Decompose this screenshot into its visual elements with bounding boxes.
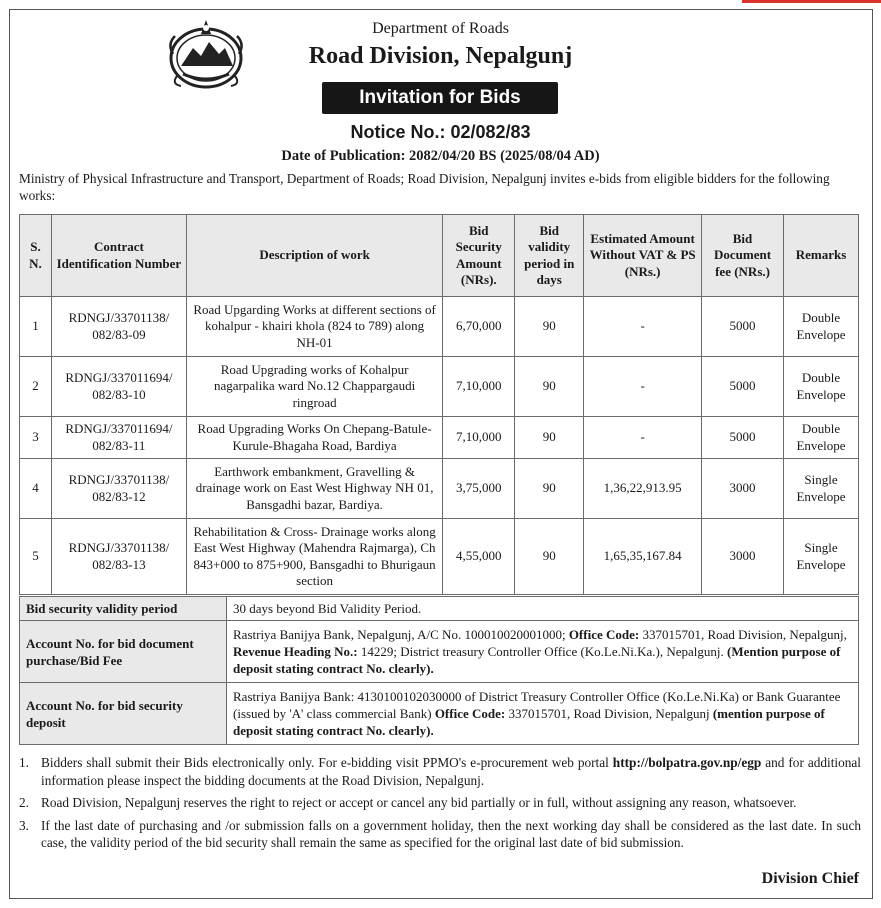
cell-description: Rehabilitation & Cross- Drainage works along East West Highway (Mahendra Rajmarga), Ch 843+000 to 875+900, Bansgadhi to Bhurigaun section <box>186 519 442 595</box>
list-item <box>19 817 861 852</box>
cell-validity: 90 <box>515 459 584 519</box>
sec-account-mention: (mention purpose of deposit stating contract No. clearly). <box>233 706 825 738</box>
sec-account-office-code-label: Office Code: <box>434 706 506 721</box>
note-text-part: Bidders shall submit their Bids electronically only. For e-bidding visit PPMO's e-procurement web portal <box>41 755 613 770</box>
cell-description: Road Upgrading Works On Chepang-Batule-Kurule-Bhagaha Road, Bardiya <box>186 417 442 459</box>
cell-sn: 4 <box>20 459 52 519</box>
cell-doc-fee: 5000 <box>702 357 784 417</box>
validity-label: Bid security validity period <box>20 597 227 621</box>
sec-account-text-2: 337015701, Road Division, Nepalgunj <box>505 706 713 721</box>
cell-sn: 5 <box>20 519 52 595</box>
cell-validity: 90 <box>515 357 584 417</box>
signature: Division Chief <box>761 870 859 887</box>
egp-link[interactable]: http://bolpatra.gov.np/egp <box>612 755 762 770</box>
cell-validity: 90 <box>515 519 584 595</box>
cell-contract-id: RDNGJ/33701138/ 082/83-12 <box>51 459 186 519</box>
account-info-table <box>19 596 859 745</box>
cell-bid-security: 4,55,000 <box>443 519 515 595</box>
cell-bid-security: 3,75,000 <box>443 459 515 519</box>
table-row <box>20 417 859 459</box>
sec-account-text-1: Rastriya Banijya Bank: 4130100102030000 of District Treasury Controller Office (Ko.Le.Ni.Ka) or Bank Guarantee (issued by 'A' class commercial Bank) <box>233 689 841 721</box>
doc-account-text-1: Rastriya Banijya Bank, Nepalgunj, A/C No. 100010020001000; <box>233 627 569 642</box>
header-estimated: Estimated Amount Without VAT & PS (NRs.) <box>584 215 702 297</box>
header-contract-id: Contract Identification Number <box>51 215 186 297</box>
cell-estimated: - <box>584 417 702 459</box>
header-description: Description of work <box>186 215 442 297</box>
note-text <box>41 754 861 789</box>
table-row <box>20 459 859 519</box>
doc-account-revenue-label: Revenue Heading No.: <box>233 644 358 659</box>
cell-sn: 2 <box>20 357 52 417</box>
notes-list <box>19 754 861 857</box>
list-item <box>19 794 861 812</box>
validity-row <box>20 597 859 621</box>
department-title: Department of Roads <box>372 20 509 37</box>
doc-account-row <box>20 621 859 683</box>
cell-contract-id: RDNGJ/337011694/ 082/83-11 <box>51 417 186 459</box>
note-text: If the last date of purchasing and /or submission falls on a government holiday, then the next working day shall be considered as the last date. In such case, the validity period of the bid security shall remain the same as specified for the original last date of bid submission. <box>41 817 861 850</box>
cell-remarks: Single Envelope <box>784 519 859 595</box>
cell-contract-id: RDNGJ/33701138/ 082/83-09 <box>51 297 186 357</box>
table-row <box>20 357 859 417</box>
cell-description: Road Upgarding Works at different sections of kohalpur - khairi khola (824 to 789) along NH-01 <box>186 297 442 357</box>
doc-account-mention: (Mention purpose of deposit stating contract No. clearly). <box>233 644 841 676</box>
cell-remarks: Double Envelope <box>784 357 859 417</box>
intro-paragraph: Ministry of Physical Infrastructure and Transport, Department of Roads; Road Division, Nepalgunj invites e-bids from eligible bidders for the following works: <box>19 171 830 203</box>
sec-account-row <box>20 683 859 745</box>
division-title: Road Division, Nepalgunj <box>308 43 573 69</box>
table-row <box>20 519 859 595</box>
cell-estimated: 1,65,35,167.84 <box>584 519 702 595</box>
cell-validity: 90 <box>515 297 584 357</box>
cell-sn: 1 <box>20 297 52 357</box>
header-remarks: Remarks <box>784 215 859 297</box>
header-validity: Bid validity period in days <box>515 215 584 297</box>
doc-account-text-2: 337015701, Road Division, Nepalgunj, <box>639 627 847 642</box>
doc-account-value <box>227 621 859 683</box>
top-accent-bar <box>742 0 881 3</box>
header-sn: S. N. <box>20 215 52 297</box>
table-header-row <box>20 215 859 297</box>
cell-remarks: Double Envelope <box>784 417 859 459</box>
bids-table <box>19 214 859 595</box>
cell-estimated: - <box>584 357 702 417</box>
notice-number: Notice No.: 02/082/83 <box>350 122 531 142</box>
note-number: 3. <box>19 817 29 833</box>
cell-estimated: 1,36,22,913.95 <box>584 459 702 519</box>
header-doc-fee: Bid Document fee (NRs.) <box>702 215 784 297</box>
cell-remarks: Double Envelope <box>784 297 859 357</box>
doc-account-text-3: 14229; District treasury Controller Office (Ko.Le.Ni.Ka.), Nepalgunj. <box>357 644 728 659</box>
sec-account-value <box>227 683 859 745</box>
cell-doc-fee: 3000 <box>702 459 784 519</box>
sec-account-label: Account No. for bid security deposit <box>20 683 227 745</box>
cell-bid-security: 7,10,000 <box>443 417 515 459</box>
cell-description: Road Upgrading works of Kohalpur nagarpalika ward No.12 Chappargaudi ringroad <box>186 357 442 417</box>
cell-sn: 3 <box>20 417 52 459</box>
cell-contract-id: RDNGJ/337011694/ 082/83-10 <box>51 357 186 417</box>
doc-account-label: Account No. for bid document purchase/Bid Fee <box>20 621 227 683</box>
cell-validity: 90 <box>515 417 584 459</box>
header-bid-security: Bid Security Amount (NRs). <box>443 215 515 297</box>
publication-date: Date of Publication: 2082/04/20 BS (2025/08/04 AD) <box>281 148 600 164</box>
cell-doc-fee: 5000 <box>702 297 784 357</box>
note-text-part: and for additional information please inspect the bidding documents at the Road Division, Nepalgunj. <box>41 755 861 788</box>
table-row <box>20 297 859 357</box>
note-number: 2. <box>19 795 29 810</box>
cell-description: Earthwork embankment, Gravelling & drainage work on East West Highway NH 01, Bansgadhi bazar, Bardiya. <box>186 459 442 519</box>
cell-doc-fee: 5000 <box>702 417 784 459</box>
doc-account-office-code-label: Office Code: <box>568 627 640 642</box>
cell-contract-id: RDNGJ/33701138/ 082/83-13 <box>51 519 186 595</box>
list-item <box>19 754 861 789</box>
note-text: Road Division, Nepalgunj reserves the right to reject or accept or cancel any bid partially or in full, without assigning any reason, whatsoever. <box>41 795 797 810</box>
validity-value: 30 days beyond Bid Validity Period. <box>227 597 859 621</box>
cell-bid-security: 7,10,000 <box>443 357 515 417</box>
cell-estimated: - <box>584 297 702 357</box>
cell-doc-fee: 3000 <box>702 519 784 595</box>
invitation-banner: Invitation for Bids <box>322 82 558 114</box>
note-number: 1. <box>19 755 29 770</box>
cell-remarks: Single Envelope <box>784 459 859 519</box>
cell-bid-security: 6,70,000 <box>443 297 515 357</box>
